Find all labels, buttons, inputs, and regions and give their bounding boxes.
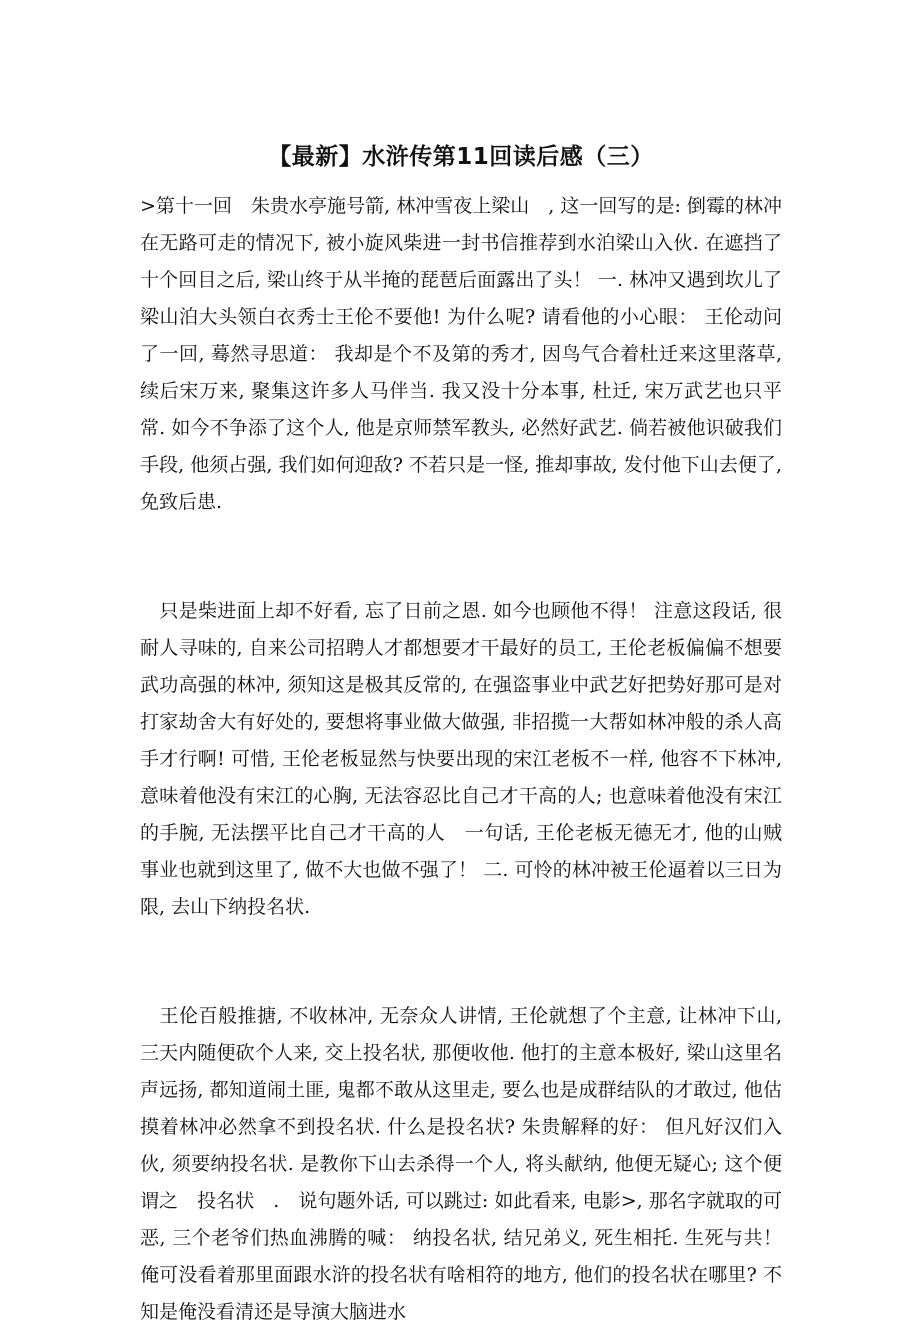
paragraph-1: >第十一回 朱贵水亭施号箭, 林冲雪夜上梁山 , 这一回写的是: 倒霉的林冲在无路可走的情况下, 被小旋风柴进一封书信推荐到水泊梁山入伙. 在遮挡了十个回目之后, 梁山终于从半掩的琵琶后面露出了头！ 一. 林冲又遇到坎儿了 梁山泊大头领白衣秀士王伦不要他! 为什么呢? 请看他的小心眼： 王伦动问了一回, 蓦然寻思道： 我却是个不及第的秀才, 因鸟气合着杜迁来这里落草, 续后宋万来, 聚集这许多人马伴当. 我又没十分本事, 杜迁, 宋万武艺也只平常. 如今不争添了这个人, 他是京师禁军教头, 必然好武艺. 倘若被他识破我们手段, 他须占强, 我们如何迎敌? 不若只是一怪, 推却事故, 发付他下山去便了, 免致后患. <box>140 195 802 513</box>
paragraph-2: 只是柴进面上却不好看, 忘了日前之恩. 如今也顾他不得！ 注意这段话, 很耐人寻味的, 自来公司招聘人才都想要才干最好的员工, 王伦老板偏偏不想要武功高强的林冲, 须知这是极其反常的, 在强盗事业中武艺好把势好那可是对打家劫舍大有好处的, 要想将事业做大做强, 非招揽一大帮如林冲般的杀人高手才行啊! 可惜, 王伦老板显然与快要出现的宋江老板不一样, 他容不下林冲, 意味着他没有宋江的心胸, 无法容忍比自己才干高的人; 也意味着他没有宋江的手腕, 无法摆平比自己才干高的人 一句话, 王伦老板无德无才, 他的山贼事业也就到这里了, 做不大也做不强了！ 二. 可怜的林冲被王伦逼着以三日为限, 去山下纳投名状. <box>140 600 782 918</box>
paragraph-gap <box>140 926 782 998</box>
paragraph-3: 王伦百般推搪, 不收林冲, 无奈众人讲情, 王伦就想了个主意, 让林冲下山, 三天内随便砍个人来, 交上投名状, 那便收他. 他打的主意本极好, 梁山这里名声远扬, 都知道闹土匪, 鬼都不敢从这里走, 要么也是成群结队的才敢过, 他估摸着林冲必然拿不到投名状. 什么是投名状? 朱贵解释的好： 但凡好汉们入伙, 须要纳投名状. 是教你下山去杀得一个人, 将头献纳, 他便无疑心; 这个便谓之 投名状 . 说句题外话, 可以跳过: 如此看来, 电影>, 那名字就取的可恶, 三个老爷们热血沸腾的喊： 纳投名状, 结兄弟义, 死生相托. 生死与共！ 俺可没看着那里面跟水浒的投名状有啥相符的地方, 他们的投名状在哪里? 不知是俺没看清还是导演大脑进水 <box>140 1005 782 1323</box>
paragraph-gap <box>140 521 782 593</box>
document-title: 【最新】水浒传第11回读后感（三） <box>268 144 654 170</box>
document-page <box>140 140 802 1331</box>
